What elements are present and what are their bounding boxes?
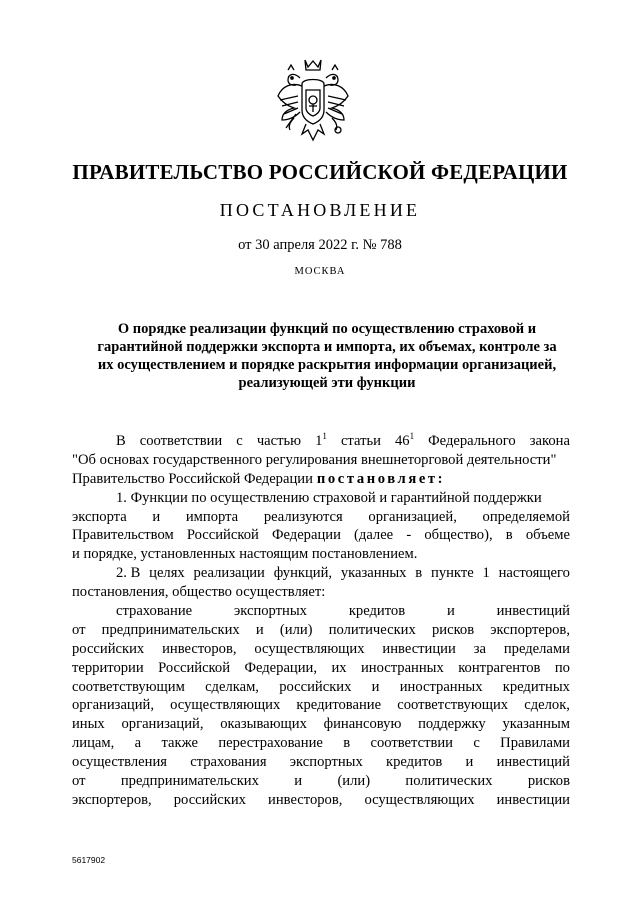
text-line: от предпринимательских и (или) политических рисков экспортеров, [72, 621, 570, 638]
text-line: лицам, а также перестрахование в соответствии с Правилами [72, 735, 570, 752]
heading-line: О порядке реализации функций по осуществлению страховой и [117, 321, 537, 337]
text-line: Правительство Российской Федерации постановляет: [72, 470, 446, 487]
document-city: МОСКВА [294, 266, 346, 277]
text-line: "Об основах государственного регулирования внешнеторговой деятельности" [72, 451, 557, 468]
text-line: от предпринимательских и (или) политических рисков [72, 773, 570, 790]
text-line: 1. Функции по осуществлению страховой и гарантийной поддержки [116, 489, 542, 506]
text-line: территории Российской Федерации, их иностранных контрагентов по [72, 659, 570, 676]
text-line: экспорта и импорта реализуются организацией, определяемой [72, 508, 570, 525]
resolves-keyword: постановляет: [316, 470, 446, 487]
document-code: 5617902 [72, 855, 106, 865]
russian-coat-of-arms-icon [272, 56, 354, 150]
heading-line: реализующей эти функции [238, 375, 416, 391]
text-line: В соответствии с частью $1^1$ статьи $46^1$ Федерального закона [116, 431, 570, 449]
government-title: ПРАВИТЕЛЬСТВО РОССИЙСКОЙ ФЕДЕРАЦИИ [72, 160, 568, 184]
text-line: соответствующим сделкам, российских и иностранных кредитных [72, 678, 570, 695]
text-line: 2. В целях реализации функций, указанных в пункте 1 настоящего [116, 565, 570, 582]
text-line: страхование экспортных кредитов и инвестиций [116, 603, 570, 620]
document-date-number: от 30 апреля 2022 г. № 788 [238, 237, 402, 253]
text-line: иных организаций, оказывающих финансовую поддержку указанным [72, 716, 570, 733]
text-line: экспортеров, российских инвесторов, осуществляющих инвестиции [72, 791, 570, 808]
heading-line: гарантийной поддержки экспорта и импорта, их объемах, контроле за [97, 339, 557, 355]
text-line: Правительством Российской Федерации (далее - общество), в объеме [72, 527, 570, 544]
document-heading [86, 320, 568, 392]
heading-line: их осуществлением и порядке раскрытия информации организацией, [97, 357, 557, 373]
text-line: осуществления страхования экспортных кредитов и инвестиций [72, 754, 570, 771]
text-line: постановления, общество осуществляет: [72, 584, 326, 601]
document-type: ПОСТАНОВЛЕНИЕ [219, 200, 421, 220]
text-line: и порядке, установленных настоящим постановлением. [72, 546, 418, 563]
document-body [72, 432, 570, 810]
text-line: российских инвесторов, осуществляющих инвестиции за пределами [72, 640, 570, 657]
text-line: организаций, осуществляющих кредитование соответствующих сделок, [72, 697, 570, 714]
